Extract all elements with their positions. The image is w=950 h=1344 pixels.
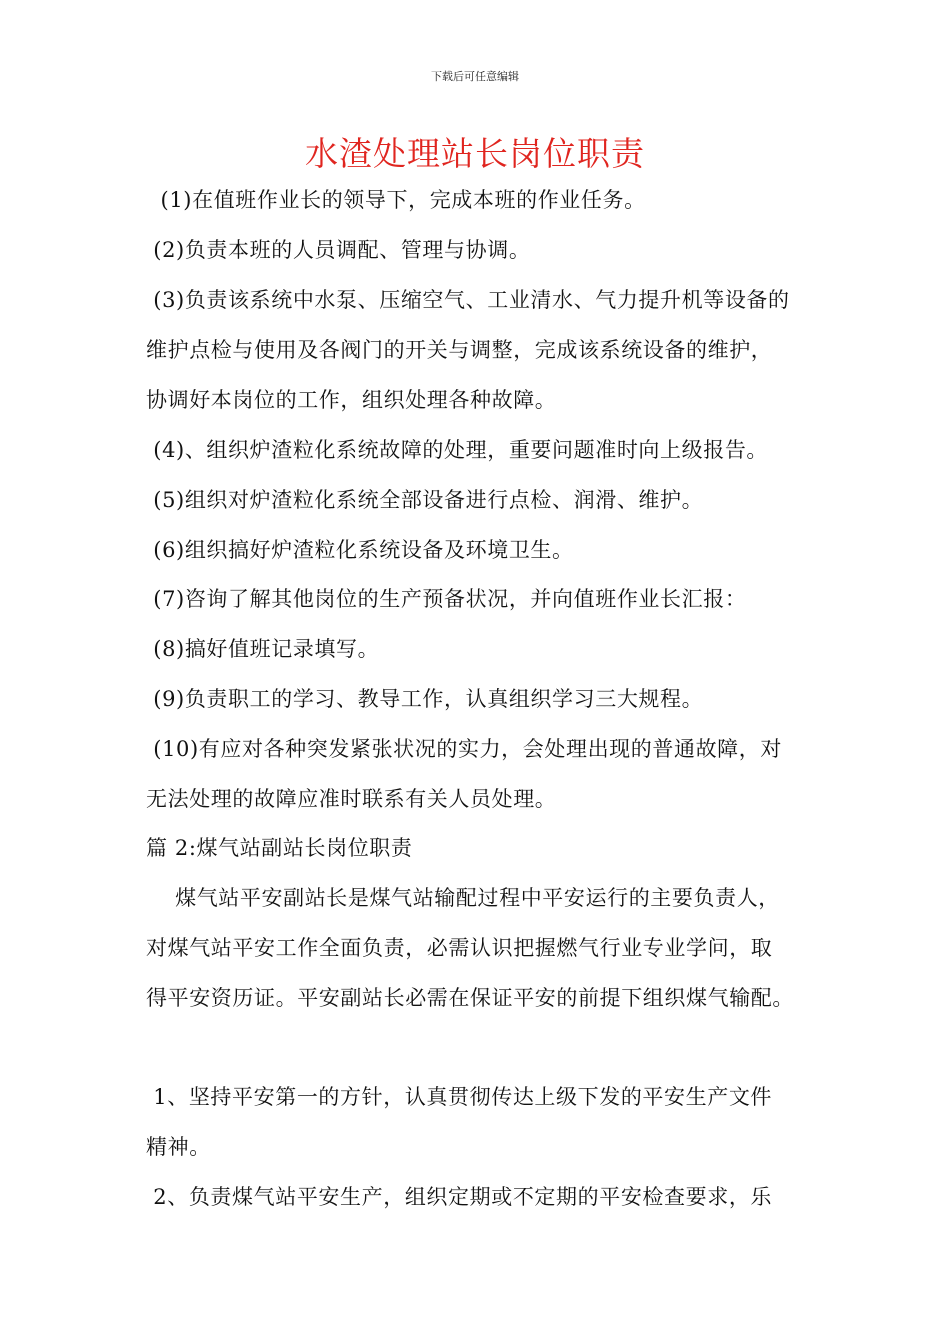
paragraph-line: 2、负责煤气站平安生产，组织定期或不定期的平安检查要求，乐: [146, 1185, 773, 1209]
paragraph-line: (3)负责该系统中水泵、压缩空气、工业清水、气力提升机等设备的: [146, 288, 790, 312]
paragraph-line: 无法处理的故障应准时联系有关人员处理。: [146, 787, 557, 811]
paragraph-line: (9)负责职工的学习、教导工作，认真组织学习三大规程。: [146, 687, 704, 711]
paragraph-line: 得平安资历证。平安副站长必需在保证平安的前提下组织煤气输配。: [146, 986, 794, 1010]
paragraph-line: (2)负责本班的人员调配、管理与协调。: [146, 238, 531, 262]
paragraph-line: 协调好本岗位的工作，组织处理各种故障。: [146, 388, 557, 412]
paragraph-line: (8)搞好值班记录填写。: [146, 637, 380, 661]
paragraph-line: 对煤气站平安工作全面负责，必需认识把握燃气行业专业学问，取: [146, 936, 773, 960]
paragraph-line: 维护点检与使用及各阀门的开关与调整，完成该系统设备的维护，: [146, 338, 773, 362]
paragraph-line: (7)咨询了解其他岗位的生产预备状况，并向值班作业长汇报：: [146, 587, 747, 611]
paragraph-line: 精神。: [146, 1135, 211, 1159]
document-title: 水渣处理站长岗位职责: [305, 134, 645, 173]
paragraph-line: (1)在值班作业长的领导下，完成本班的作业任务。: [146, 188, 646, 212]
section-heading: 篇 2:煤气站副站长岗位职责: [146, 836, 413, 860]
paragraph-line: (5)组织对炉渣粒化系统全部设备进行点检、润滑、维护。: [146, 488, 704, 512]
paragraph-line: (4)、组织炉渣粒化系统故障的处理，重要问题准时向上级报告。: [146, 438, 769, 462]
header-note: 下载后可任意编辑: [431, 70, 519, 83]
paragraph-line: (10)有应对各种突发紧张状况的实力，会处理出现的普通故障，对: [146, 737, 782, 761]
paragraph-line: 煤气站平安副站长是煤气站输配过程中平安运行的主要负责人，: [146, 886, 780, 910]
paragraph-line: (6)组织搞好炉渣粒化系统设备及环境卫生。: [146, 538, 574, 562]
paragraph-line: 1、坚持平安第一的方针，认真贯彻传达上级下发的平安生产文件: [146, 1085, 773, 1109]
